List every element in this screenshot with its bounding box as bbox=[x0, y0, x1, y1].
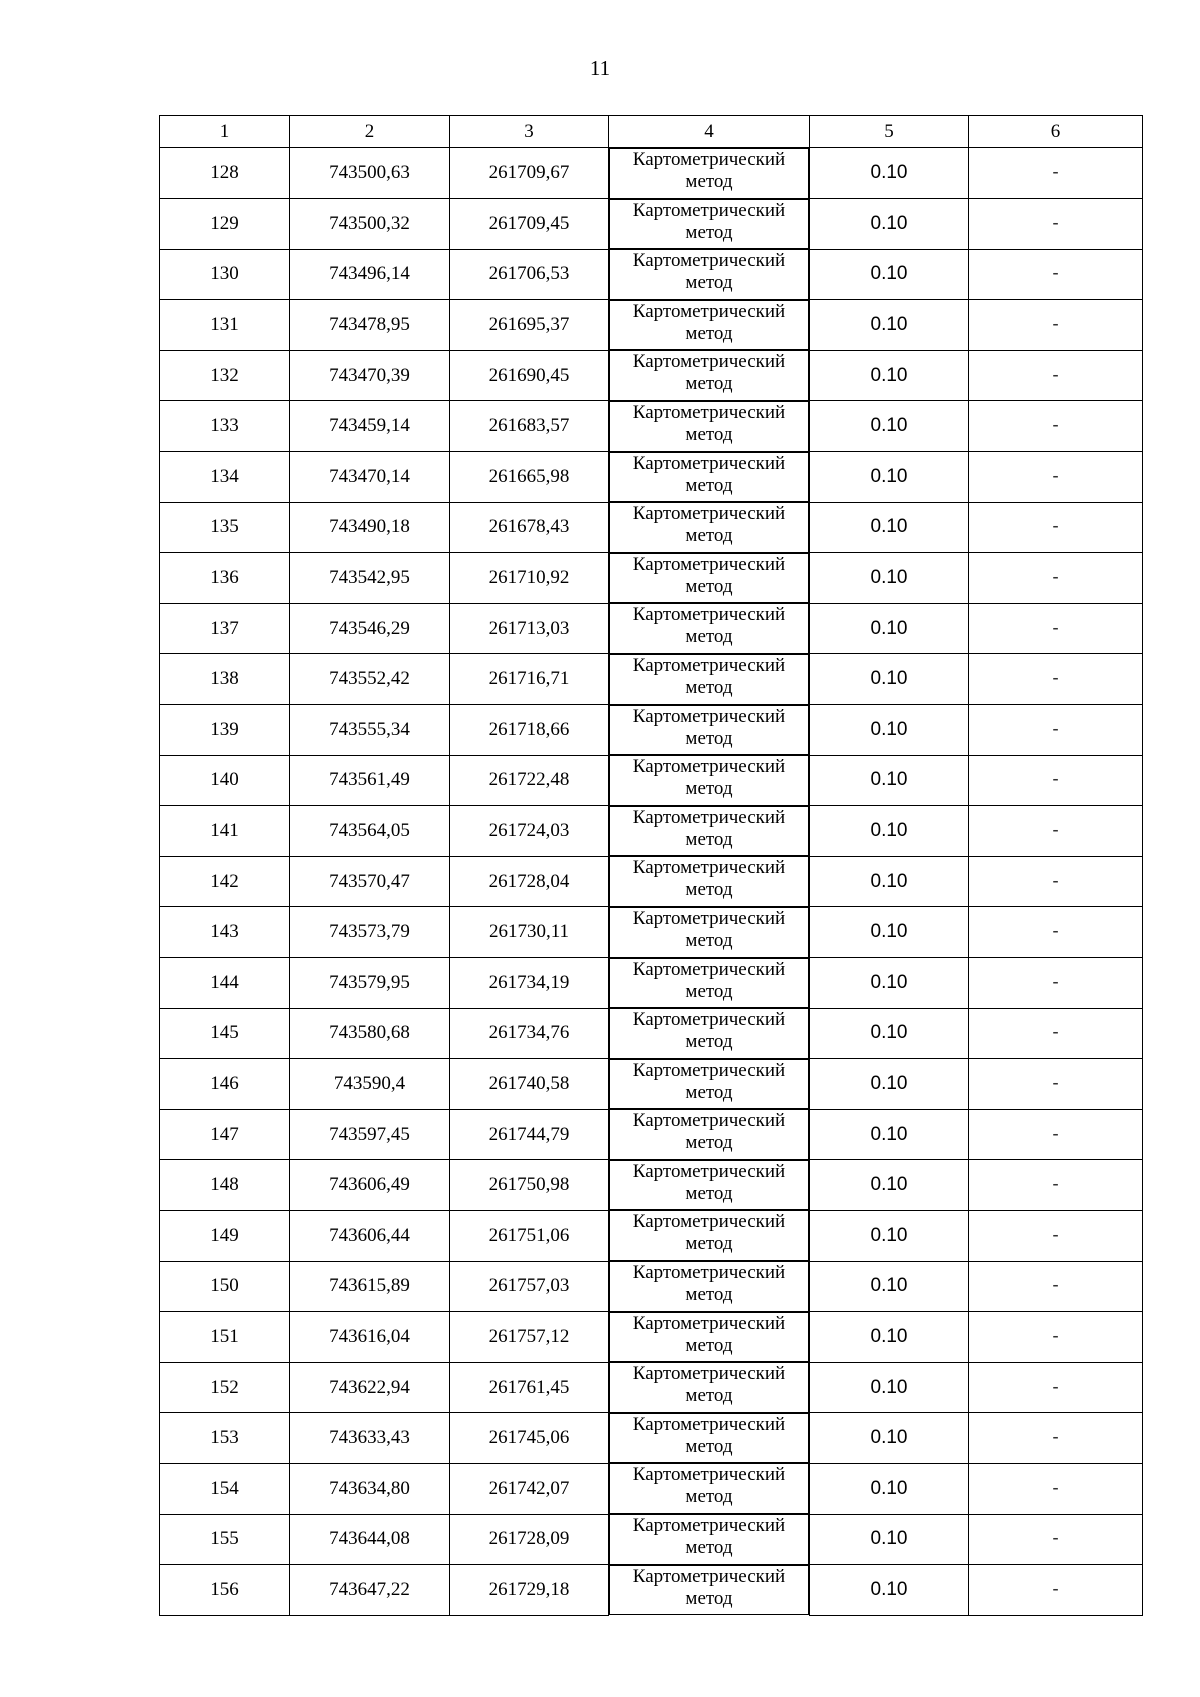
method-cell bbox=[609, 1312, 809, 1363]
accuracy-cell: 0.10 bbox=[810, 958, 969, 1009]
accuracy-cell: 0.10 bbox=[810, 806, 969, 857]
method-cell bbox=[609, 502, 809, 553]
method-cell bbox=[609, 1008, 809, 1059]
point-number-cell: 151 bbox=[160, 1312, 290, 1363]
y-coordinate-cell: 261709,67 bbox=[450, 148, 609, 199]
method-text: Картометрический метод bbox=[632, 149, 786, 192]
y-coordinate-cell: 261744,79 bbox=[450, 1109, 609, 1160]
accuracy-cell: 0.10 bbox=[810, 1008, 969, 1059]
method-text: Картометрический метод bbox=[632, 199, 786, 243]
point-number-cell: 146 bbox=[160, 1059, 290, 1110]
table-row bbox=[160, 502, 1143, 553]
method-text: Картометрический метод bbox=[632, 806, 786, 850]
table-row bbox=[160, 1059, 1143, 1110]
table-row bbox=[160, 654, 1143, 705]
method-cell bbox=[609, 654, 809, 705]
accuracy-cell: 0.10 bbox=[810, 1261, 969, 1312]
method-text: Картометрический метод bbox=[632, 553, 786, 597]
table-row bbox=[160, 401, 1143, 452]
point-number-cell: 152 bbox=[160, 1362, 290, 1413]
accuracy-cell: 0.10 bbox=[810, 1565, 969, 1616]
point-number-cell: 134 bbox=[160, 452, 290, 503]
note-cell: - bbox=[969, 1565, 1143, 1616]
x-coordinate-cell: 743459,14 bbox=[290, 401, 450, 452]
accuracy-cell: 0.10 bbox=[810, 654, 969, 705]
accuracy-cell: 0.10 bbox=[810, 401, 969, 452]
accuracy-cell: 0.10 bbox=[810, 1413, 969, 1464]
accuracy-cell: 0.10 bbox=[810, 603, 969, 654]
point-number-cell: 149 bbox=[160, 1210, 290, 1261]
method-cell bbox=[609, 1463, 809, 1514]
method-cell bbox=[609, 1261, 809, 1312]
method-text: Картометрический метод bbox=[632, 250, 786, 294]
point-number-cell: 140 bbox=[160, 755, 290, 806]
note-cell: - bbox=[969, 452, 1143, 503]
table-body bbox=[160, 148, 1143, 1616]
method-cell bbox=[609, 1565, 809, 1616]
y-coordinate-cell: 261757,12 bbox=[450, 1312, 609, 1363]
method-cell bbox=[609, 755, 809, 806]
method-text: Картометрический метод bbox=[632, 857, 786, 901]
x-coordinate-cell: 743590,4 bbox=[290, 1059, 450, 1110]
accuracy-cell: 0.10 bbox=[810, 1312, 969, 1363]
table-row bbox=[160, 755, 1143, 806]
table-row bbox=[160, 300, 1143, 351]
accuracy-cell: 0.10 bbox=[810, 199, 969, 250]
y-coordinate-cell: 261678,43 bbox=[450, 502, 609, 553]
header-cell: 4 bbox=[609, 116, 810, 148]
x-coordinate-cell: 743500,32 bbox=[290, 199, 450, 250]
table-row bbox=[160, 1362, 1143, 1413]
method-cell bbox=[609, 1362, 809, 1413]
x-coordinate-cell: 743647,22 bbox=[290, 1565, 450, 1616]
coordinates-table bbox=[159, 115, 1143, 1616]
table-row bbox=[160, 1210, 1143, 1261]
x-coordinate-cell: 743555,34 bbox=[290, 705, 450, 756]
point-number-cell: 137 bbox=[160, 603, 290, 654]
accuracy-cell: 0.10 bbox=[810, 249, 969, 300]
method-text: Картометрический метод bbox=[632, 1363, 786, 1407]
x-coordinate-cell: 743597,45 bbox=[290, 1109, 450, 1160]
table-row bbox=[160, 1008, 1143, 1059]
method-cell bbox=[609, 300, 809, 351]
table-row bbox=[160, 148, 1143, 199]
method-cell bbox=[609, 1160, 809, 1211]
x-coordinate-cell: 743580,68 bbox=[290, 1008, 450, 1059]
method-text: Картометрический метод bbox=[632, 654, 786, 698]
table-row bbox=[160, 452, 1143, 503]
method-cell bbox=[609, 350, 809, 401]
method-cell bbox=[609, 907, 809, 958]
y-coordinate-cell: 261761,45 bbox=[450, 1362, 609, 1413]
point-number-cell: 150 bbox=[160, 1261, 290, 1312]
method-text: Картометрический метод bbox=[632, 1312, 786, 1356]
method-text: Картометрический метод bbox=[632, 958, 786, 1002]
y-coordinate-cell: 261757,03 bbox=[450, 1261, 609, 1312]
point-number-cell: 147 bbox=[160, 1109, 290, 1160]
accuracy-cell: 0.10 bbox=[810, 502, 969, 553]
note-cell: - bbox=[969, 1109, 1143, 1160]
table-row bbox=[160, 1514, 1143, 1565]
note-cell: - bbox=[969, 1362, 1143, 1413]
note-cell: - bbox=[969, 502, 1143, 553]
note-cell: - bbox=[969, 1210, 1143, 1261]
method-cell bbox=[609, 249, 809, 300]
method-cell bbox=[609, 401, 809, 452]
x-coordinate-cell: 743561,49 bbox=[290, 755, 450, 806]
method-text: Картометрический метод bbox=[632, 1515, 786, 1559]
point-number-cell: 143 bbox=[160, 907, 290, 958]
method-cell bbox=[609, 1059, 809, 1110]
point-number-cell: 128 bbox=[160, 148, 290, 199]
method-text: Картометрический метод bbox=[632, 401, 786, 445]
method-cell bbox=[609, 806, 809, 857]
point-number-cell: 131 bbox=[160, 300, 290, 351]
note-cell: - bbox=[969, 1463, 1143, 1514]
point-number-cell: 132 bbox=[160, 350, 290, 401]
x-coordinate-cell: 743579,95 bbox=[290, 958, 450, 1009]
x-coordinate-cell: 743552,42 bbox=[290, 654, 450, 705]
x-coordinate-cell: 743606,49 bbox=[290, 1160, 450, 1211]
accuracy-cell: 0.10 bbox=[810, 856, 969, 907]
method-text: Картометрический метод bbox=[632, 1059, 786, 1103]
point-number-cell: 154 bbox=[160, 1463, 290, 1514]
y-coordinate-cell: 261665,98 bbox=[450, 452, 609, 503]
table-row bbox=[160, 1463, 1143, 1514]
note-cell: - bbox=[969, 603, 1143, 654]
point-number-cell: 144 bbox=[160, 958, 290, 1009]
header-cell: 1 bbox=[160, 116, 290, 148]
table-row bbox=[160, 806, 1143, 857]
table-row bbox=[160, 1261, 1143, 1312]
x-coordinate-cell: 743622,94 bbox=[290, 1362, 450, 1413]
method-text: Картометрический метод bbox=[632, 1211, 786, 1255]
accuracy-cell: 0.10 bbox=[810, 1362, 969, 1413]
accuracy-cell: 0.10 bbox=[810, 300, 969, 351]
note-cell: - bbox=[969, 249, 1143, 300]
note-cell: - bbox=[969, 907, 1143, 958]
note-cell: - bbox=[969, 654, 1143, 705]
header-cell: 2 bbox=[290, 116, 450, 148]
accuracy-cell: 0.10 bbox=[810, 1514, 969, 1565]
x-coordinate-cell: 743470,39 bbox=[290, 350, 450, 401]
accuracy-cell: 0.10 bbox=[810, 1210, 969, 1261]
method-cell bbox=[609, 553, 809, 604]
x-coordinate-cell: 743490,18 bbox=[290, 502, 450, 553]
note-cell: - bbox=[969, 1312, 1143, 1363]
accuracy-cell: 0.10 bbox=[810, 452, 969, 503]
method-text: Картометрический метод bbox=[632, 1262, 786, 1306]
table-row bbox=[160, 1413, 1143, 1464]
y-coordinate-cell: 261734,19 bbox=[450, 958, 609, 1009]
x-coordinate-cell: 743644,08 bbox=[290, 1514, 450, 1565]
table-row bbox=[160, 249, 1143, 300]
y-coordinate-cell: 261734,76 bbox=[450, 1008, 609, 1059]
x-coordinate-cell: 743500,63 bbox=[290, 148, 450, 199]
method-text: Картометрический метод bbox=[632, 705, 786, 749]
method-text: Картометрический метод bbox=[632, 907, 786, 951]
y-coordinate-cell: 261718,66 bbox=[450, 705, 609, 756]
y-coordinate-cell: 261728,04 bbox=[450, 856, 609, 907]
accuracy-cell: 0.10 bbox=[810, 350, 969, 401]
method-text: Картометрический метод bbox=[632, 1464, 786, 1508]
method-cell bbox=[609, 958, 809, 1009]
point-number-cell: 142 bbox=[160, 856, 290, 907]
note-cell: - bbox=[969, 199, 1143, 250]
accuracy-cell: 0.10 bbox=[810, 553, 969, 604]
note-cell: - bbox=[969, 1059, 1143, 1110]
header-cell: 6 bbox=[969, 116, 1143, 148]
method-cell bbox=[609, 603, 809, 654]
x-coordinate-cell: 743606,44 bbox=[290, 1210, 450, 1261]
note-cell: - bbox=[969, 300, 1143, 351]
note-cell: - bbox=[969, 1413, 1143, 1464]
point-number-cell: 133 bbox=[160, 401, 290, 452]
method-text: Картометрический метод bbox=[632, 351, 786, 395]
point-number-cell: 155 bbox=[160, 1514, 290, 1565]
y-coordinate-cell: 261713,03 bbox=[450, 603, 609, 654]
note-cell: - bbox=[969, 705, 1143, 756]
accuracy-cell: 0.10 bbox=[810, 755, 969, 806]
method-cell bbox=[609, 1109, 809, 1160]
y-coordinate-cell: 261729,18 bbox=[450, 1565, 609, 1616]
note-cell: - bbox=[969, 401, 1143, 452]
table-row bbox=[160, 1160, 1143, 1211]
header-cell: 3 bbox=[450, 116, 609, 148]
point-number-cell: 141 bbox=[160, 806, 290, 857]
x-coordinate-cell: 743573,79 bbox=[290, 907, 450, 958]
header-row bbox=[160, 116, 1143, 148]
method-text: Картометрический метод bbox=[632, 1160, 786, 1204]
header-cell: 5 bbox=[810, 116, 969, 148]
y-coordinate-cell: 261690,45 bbox=[450, 350, 609, 401]
table-row bbox=[160, 705, 1143, 756]
method-cell bbox=[609, 199, 809, 250]
x-coordinate-cell: 743546,29 bbox=[290, 603, 450, 654]
method-cell bbox=[609, 856, 809, 907]
x-coordinate-cell: 743615,89 bbox=[290, 1261, 450, 1312]
y-coordinate-cell: 261730,11 bbox=[450, 907, 609, 958]
note-cell: - bbox=[969, 1160, 1143, 1211]
note-cell: - bbox=[969, 148, 1143, 199]
page-number: 11 bbox=[589, 56, 611, 80]
note-cell: - bbox=[969, 1514, 1143, 1565]
y-coordinate-cell: 261683,57 bbox=[450, 401, 609, 452]
method-text: Картометрический метод bbox=[632, 1413, 786, 1457]
x-coordinate-cell: 743470,14 bbox=[290, 452, 450, 503]
x-coordinate-cell: 743542,95 bbox=[290, 553, 450, 604]
point-number-cell: 156 bbox=[160, 1565, 290, 1616]
x-coordinate-cell: 743616,04 bbox=[290, 1312, 450, 1363]
y-coordinate-cell: 261751,06 bbox=[450, 1210, 609, 1261]
note-cell: - bbox=[969, 350, 1143, 401]
method-text: Картометрический метод bbox=[632, 1565, 786, 1609]
y-coordinate-cell: 261724,03 bbox=[450, 806, 609, 857]
x-coordinate-cell: 743496,14 bbox=[290, 249, 450, 300]
y-coordinate-cell: 261728,09 bbox=[450, 1514, 609, 1565]
method-text: Картометрический метод bbox=[632, 300, 786, 344]
table-row bbox=[160, 1109, 1143, 1160]
point-number-cell: 139 bbox=[160, 705, 290, 756]
method-cell bbox=[609, 1413, 809, 1464]
y-coordinate-cell: 261709,45 bbox=[450, 199, 609, 250]
method-text: Картометрический метод bbox=[632, 604, 786, 648]
point-number-cell: 136 bbox=[160, 553, 290, 604]
accuracy-cell: 0.10 bbox=[810, 1109, 969, 1160]
y-coordinate-cell: 261750,98 bbox=[450, 1160, 609, 1211]
table-row bbox=[160, 603, 1143, 654]
point-number-cell: 145 bbox=[160, 1008, 290, 1059]
note-cell: - bbox=[969, 958, 1143, 1009]
y-coordinate-cell: 261706,53 bbox=[450, 249, 609, 300]
table-row bbox=[160, 1312, 1143, 1363]
method-text: Картометрический метод bbox=[632, 503, 786, 547]
x-coordinate-cell: 743633,43 bbox=[290, 1413, 450, 1464]
x-coordinate-cell: 743564,05 bbox=[290, 806, 450, 857]
note-cell: - bbox=[969, 1261, 1143, 1312]
table-row bbox=[160, 856, 1143, 907]
note-cell: - bbox=[969, 856, 1143, 907]
point-number-cell: 130 bbox=[160, 249, 290, 300]
method-cell bbox=[609, 1210, 809, 1261]
y-coordinate-cell: 261745,06 bbox=[450, 1413, 609, 1464]
table-header bbox=[160, 116, 1143, 148]
x-coordinate-cell: 743570,47 bbox=[290, 856, 450, 907]
note-cell: - bbox=[969, 553, 1143, 604]
method-text: Картометрический метод bbox=[632, 452, 786, 496]
y-coordinate-cell: 261716,71 bbox=[450, 654, 609, 705]
table-row bbox=[160, 553, 1143, 604]
note-cell: - bbox=[969, 806, 1143, 857]
y-coordinate-cell: 261695,37 bbox=[450, 300, 609, 351]
note-cell: - bbox=[969, 755, 1143, 806]
table-row bbox=[160, 199, 1143, 250]
method-text: Картометрический метод bbox=[632, 1110, 786, 1154]
point-number-cell: 153 bbox=[160, 1413, 290, 1464]
method-text: Картометрический метод bbox=[632, 1009, 786, 1053]
point-number-cell: 138 bbox=[160, 654, 290, 705]
note-cell: - bbox=[969, 1008, 1143, 1059]
point-number-cell: 129 bbox=[160, 199, 290, 250]
point-number-cell: 148 bbox=[160, 1160, 290, 1211]
accuracy-cell: 0.10 bbox=[810, 705, 969, 756]
method-text: Картометрический метод bbox=[632, 756, 786, 800]
method-cell bbox=[609, 705, 809, 756]
accuracy-cell: 0.10 bbox=[810, 148, 969, 199]
y-coordinate-cell: 261740,58 bbox=[450, 1059, 609, 1110]
method-cell bbox=[609, 452, 809, 503]
y-coordinate-cell: 261710,92 bbox=[450, 553, 609, 604]
x-coordinate-cell: 743478,95 bbox=[290, 300, 450, 351]
table-row bbox=[160, 907, 1143, 958]
y-coordinate-cell: 261742,07 bbox=[450, 1463, 609, 1514]
accuracy-cell: 0.10 bbox=[810, 1059, 969, 1110]
point-number-cell: 135 bbox=[160, 502, 290, 553]
accuracy-cell: 0.10 bbox=[810, 1463, 969, 1514]
method-cell bbox=[609, 148, 809, 199]
y-coordinate-cell: 261722,48 bbox=[450, 755, 609, 806]
accuracy-cell: 0.10 bbox=[810, 907, 969, 958]
table-row bbox=[160, 350, 1143, 401]
x-coordinate-cell: 743634,80 bbox=[290, 1463, 450, 1514]
table-row bbox=[160, 1565, 1143, 1616]
accuracy-cell: 0.10 bbox=[810, 1160, 969, 1211]
method-cell bbox=[609, 1514, 809, 1565]
table-row bbox=[160, 958, 1143, 1009]
